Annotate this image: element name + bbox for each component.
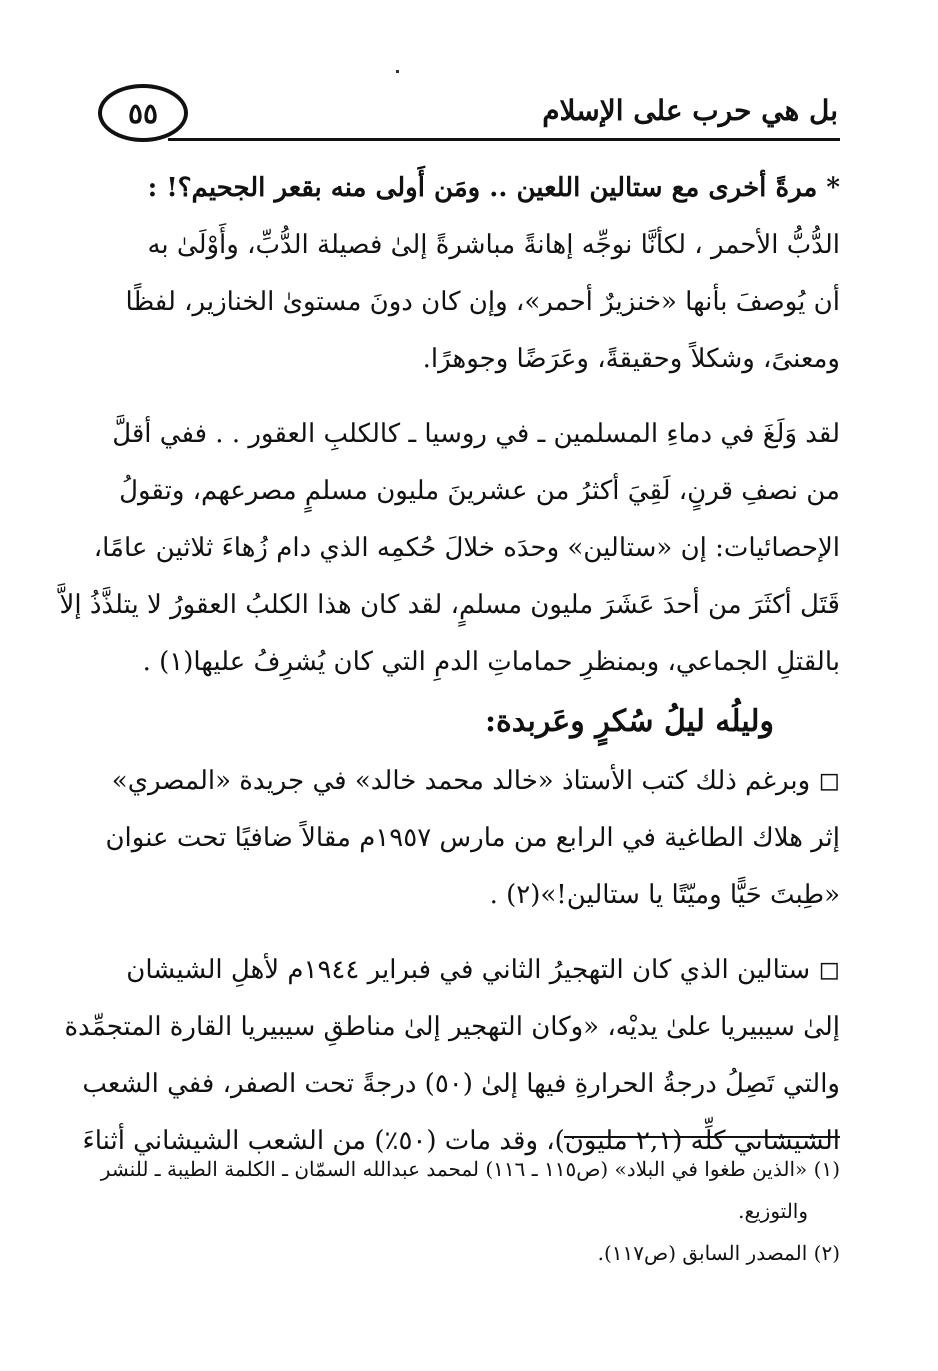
text-line: ◻ وبرغم ذلك كتب الأستاذ «خالد محمد خالد» في جريدة «المصري» — [111, 766, 840, 796]
text-line: الشيشاني كلِّه (٢,١ مليون)، وقد مات (٥٠٪) من الشعب الشيشاني أثناءَ — [82, 1126, 840, 1156]
section-heading: * مرةً أخرى مع ستالين اللعين .. ومَن أَولى منه بقعر الجحيم؟! : — [147, 173, 840, 203]
text-line: من نصفِ قرنٍ، لَقِيَ أكثرُ من عشرينَ مليون مسلمٍ مصرعهم، وتقولُ — [119, 476, 840, 506]
footnotes — [100, 1148, 840, 1274]
text-line: والتي تَصِلُ درجةُ الحرارةِ فيها إلىٰ (٥٠) درجةً تحت الصفر، ففي الشعب — [82, 1069, 840, 1099]
footnote-1 — [100, 1148, 840, 1190]
text-line: الدُّبُّ الأحمر ، لكأنَّا نوجِّه إهانةً مباشرةً إلىٰ فصيلة الدُّبِّ، وأَوْلَىٰ به — [147, 230, 840, 260]
text-line: الإحصائيات: إن «ستالين» وحدَه خلالَ حُكمِه الذي دام زُهاءَ ثلاثين عامًا، — [93, 533, 840, 563]
print-speck — [396, 70, 399, 73]
text-line: قَتَل أكثَرَ من أحدَ عَشَرَ مليون مسلمٍ، لقد كان هذا الكلبُ العقورُ لا يتلذَّذُ إلاَّ — [59, 590, 840, 620]
text-line: بالقتلِ الجماعي، وبمنظرِ حماماتِ الدمِ التي كان يُشرِفُ عليها(١) . — [142, 647, 840, 677]
text-line: لقد وَلَغَ في دماءِ المسلمين ـ في روسيا ـ كالكلبِ العقور . . ففي أقلَّ — [112, 419, 840, 449]
header-rule — [168, 138, 840, 141]
paragraph-3 — [100, 753, 840, 924]
paragraph-2 — [59, 406, 840, 691]
footnote-text: المصدر السابق (ص١١٧). — [597, 1241, 808, 1265]
text-line: ◻ ستالين الذي كان التهجيرُ الثاني في فبراير ١٩٤٤م لأهلِ الشيشان — [126, 955, 840, 985]
text-line: أن يُوصفَ بأنها «خنزيرٌ أحمر»، وإن كان دونَ مستوىٰ الخنازير، لفظًا — [125, 287, 840, 317]
footnote-number: (٢) — [813, 1241, 840, 1265]
text-line: إلىٰ سيبيريا علىٰ يديْه، «وكان التهجير إلىٰ مناطقِ سيبيريا القارة المتجمِّدة — [64, 1012, 840, 1042]
text-line: «طِبتَ حَيًّا وميّتًا يا ستالين!»(٢) . — [489, 880, 840, 910]
text-line: ومعنىً، وشكلاً وحقيقةً، وعَرَضًا وجوهرًا. — [422, 344, 840, 374]
page-body — [59, 160, 840, 1170]
subheading: وليلُه ليلُ سُكرٍ وعَربدة: — [484, 704, 774, 739]
footnote-separator — [564, 1136, 840, 1138]
paragraph-gap — [100, 388, 840, 406]
footnote-number: (١) — [813, 1157, 840, 1181]
paragraph-1 — [100, 217, 840, 388]
footnote-1-continuation: والتوزيع. — [738, 1199, 808, 1223]
running-title: بل هي حرب على الإسلام — [542, 94, 838, 127]
page-header — [98, 80, 840, 152]
footnote-text: «الذين طغوا في البلاد» (ص١١٥ ـ ١١٦) لمحمد عبدالله السمّان ـ الكلمة الطيبة ـ للنشر — [100, 1157, 808, 1181]
text-line: إثر هلاك الطاغية في الرابع من مارس ١٩٥٧م مقالاً ضافيًا تحت عنوان — [105, 823, 840, 853]
page-number-badge — [98, 84, 188, 142]
footnote-2 — [100, 1232, 840, 1274]
paragraph-gap — [100, 924, 840, 942]
page-number: ٥٥ — [127, 96, 159, 130]
